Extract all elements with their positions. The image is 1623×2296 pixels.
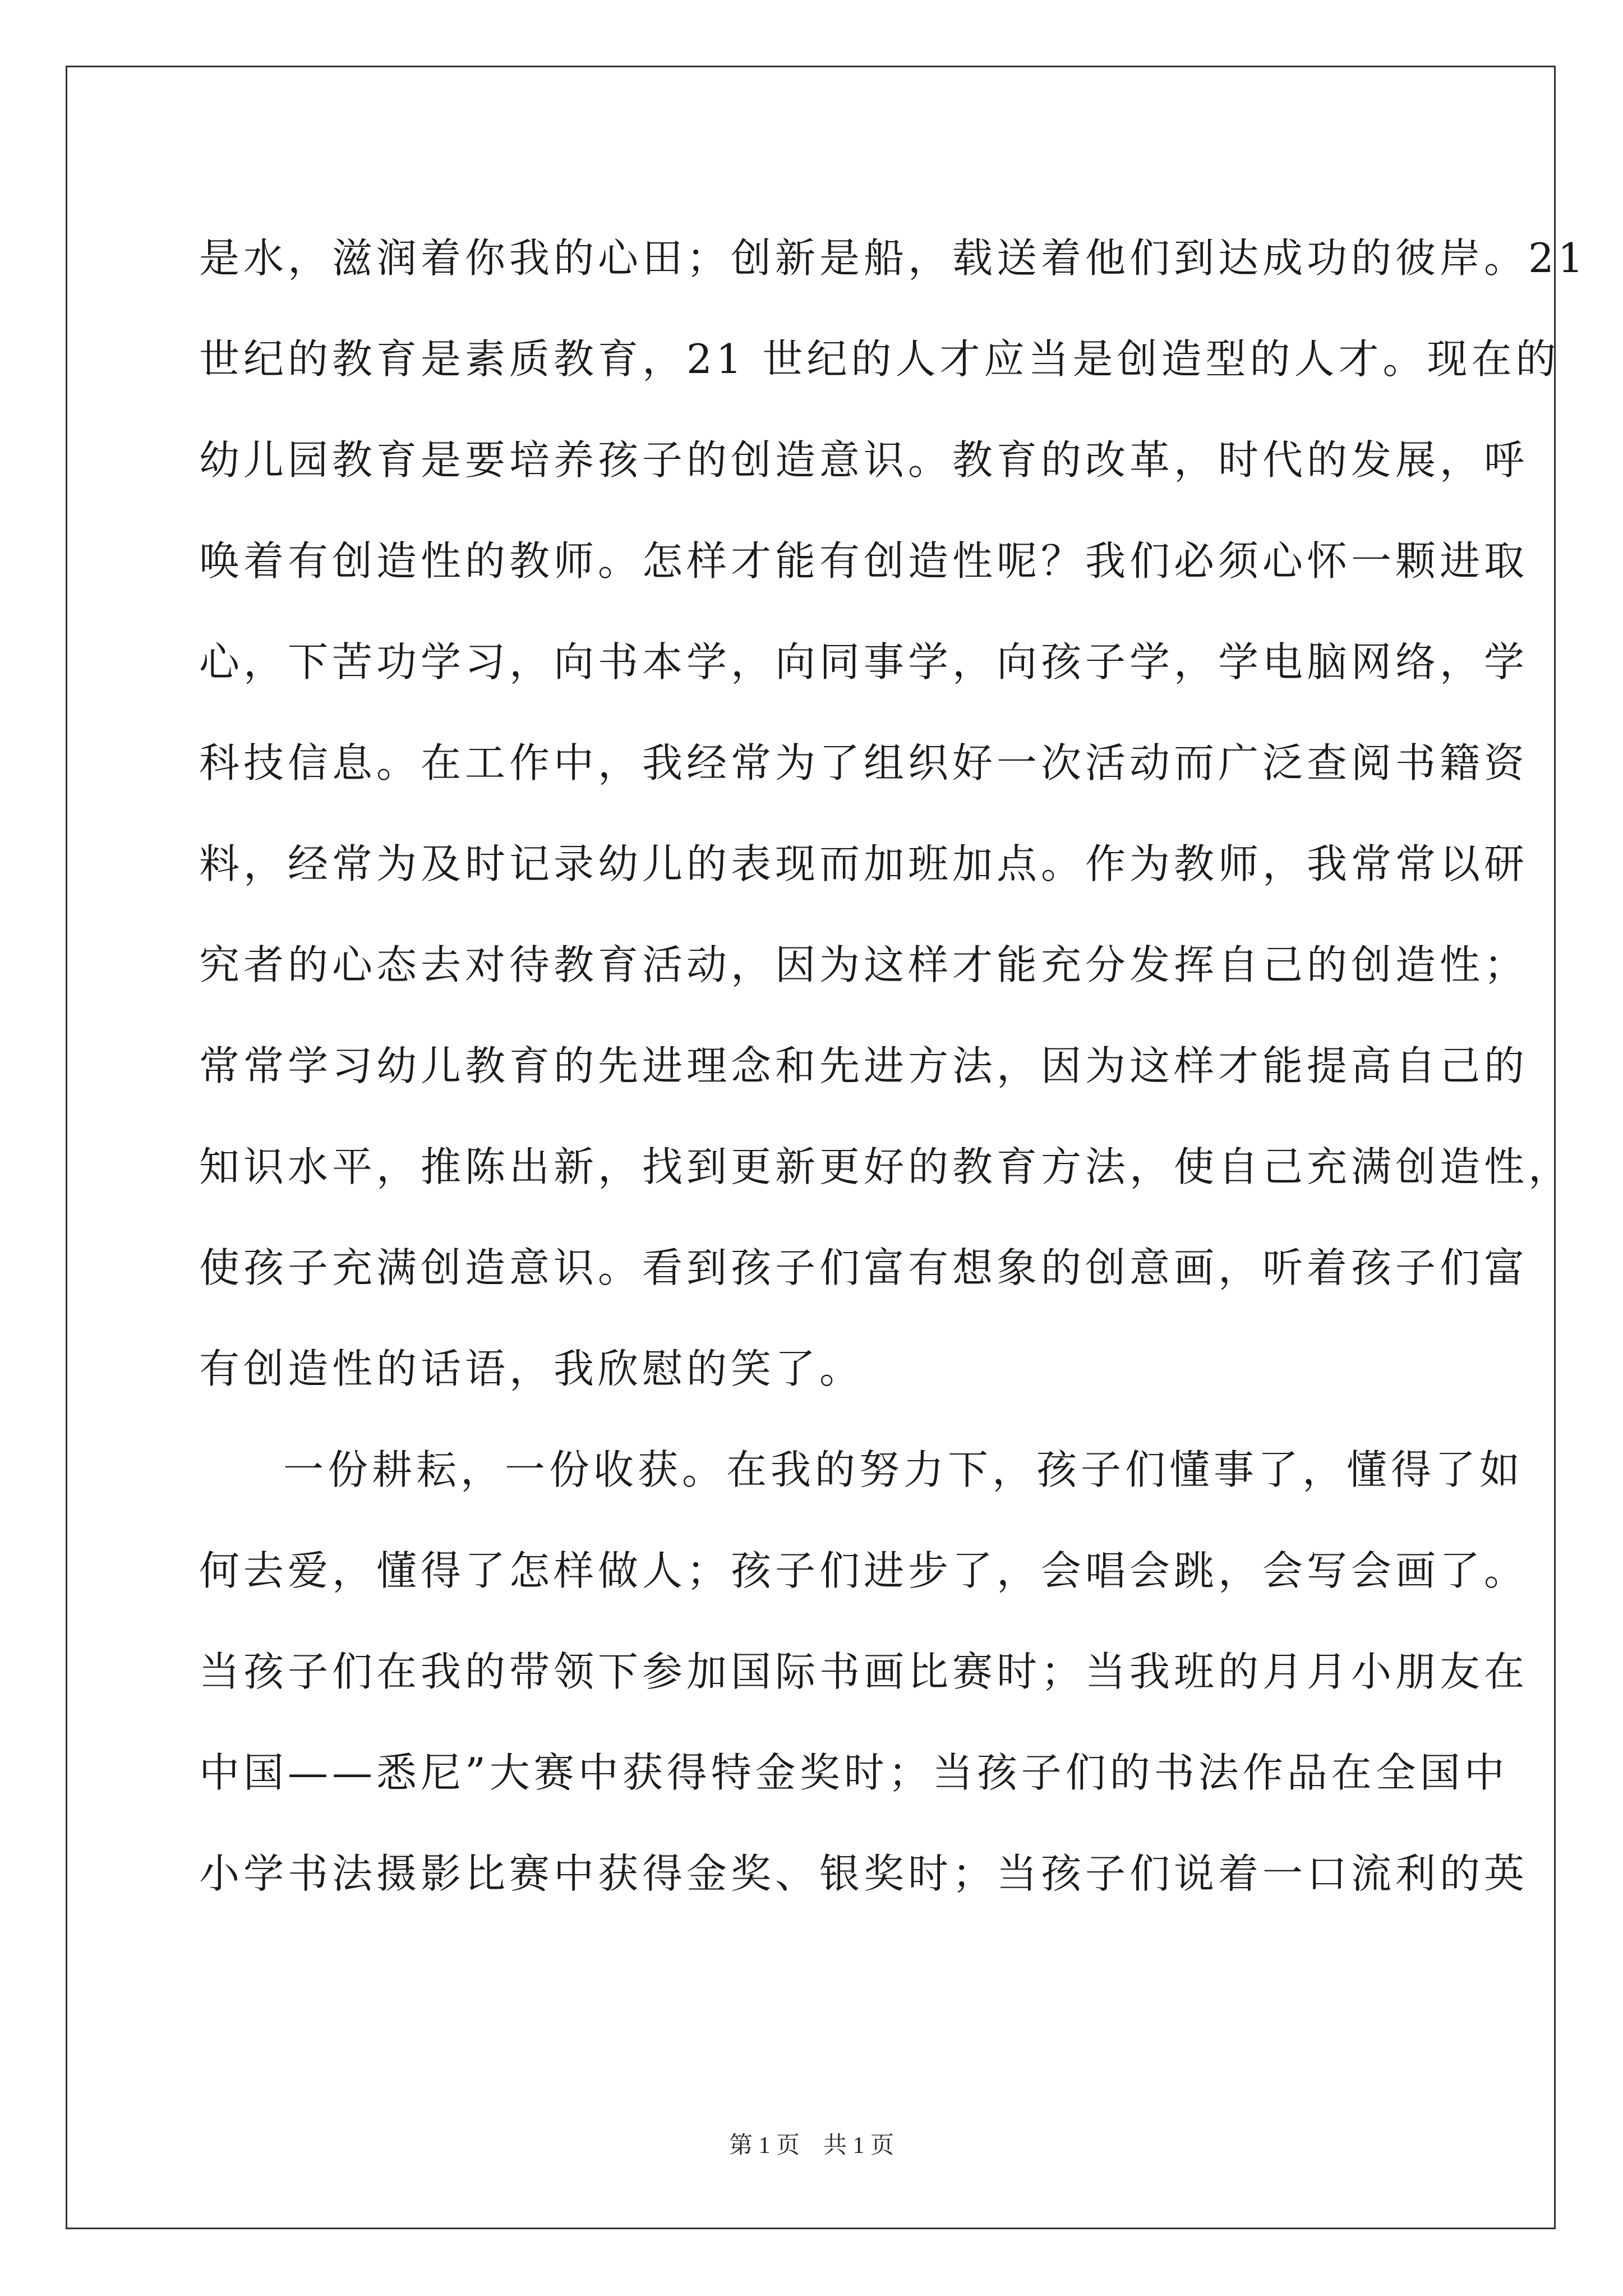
text-line: 幼儿园教育是要培养孩子的创造意识。教育的改革，时代的发展，呼 [199,436,1529,484]
text-line: 何去爱，懂得了怎样做人；孩子们进步了，会唱会跳，会写会画了。 [199,1547,1529,1594]
text-line: 唤着有创造性的教师。怎样才能有创造性呢？我们必须心怀一颗进取 [199,537,1529,585]
text-line: 世纪的教育是素质教育，21 世纪的人才应当是创造型的人才。现在的 [199,335,1560,383]
text-line: 常常学习幼儿教育的先进理念和先进方法，因为这样才能提高自己的 [199,1042,1529,1089]
text-line: 小学书法摄影比赛中获得金奖、银奖时；当孩子们说着一口流利的英 [199,1850,1529,1897]
text-line: 是水，滋润着你我的心田；创新是船，载送着他们到达成功的彼岸。21 [199,234,1588,282]
text-line: 心，下苦功学习，向书本学，向同事学，向孩子学，学电脑网络，学 [199,638,1529,685]
text-line: 当孩子们在我的带领下参加国际书画比赛时；当我班的月月小朋友在 [199,1648,1529,1695]
paragraph-first-line: 一份耕耘，一份收获。在我的努力下，孩子们懂事了，懂得了如 [283,1446,1524,1493]
text-line: 知识水平，推陈出新，找到更新更好的教育方法，使自己充满创造性， [199,1143,1573,1190]
document-body [199,208,1588,1924]
text-line: 究者的心态去对待教育活动，因为这样才能充分发挥自己的创造性； [199,941,1529,988]
text-line: 中国——悉尼”大赛中获得特金奖时；当孩子们的书法作品在全国中 [199,1749,1509,1796]
text-line: 料，经常为及时记录幼儿的表现而加班加点。作为教师，我常常以研 [199,840,1529,887]
page-number-footer: 第 1 页 共 1 页 [728,2133,894,2159]
text-line: 有创造性的话语，我欣慰的笑了。 [199,1345,864,1392]
text-line: 使孩子充满创造意识。看到孩子们富有想象的创意画，听着孩子们富 [199,1244,1529,1291]
text-line: 科技信息。在工作中，我经常为了组织好一次活动而广泛查阅书籍资 [199,739,1529,786]
